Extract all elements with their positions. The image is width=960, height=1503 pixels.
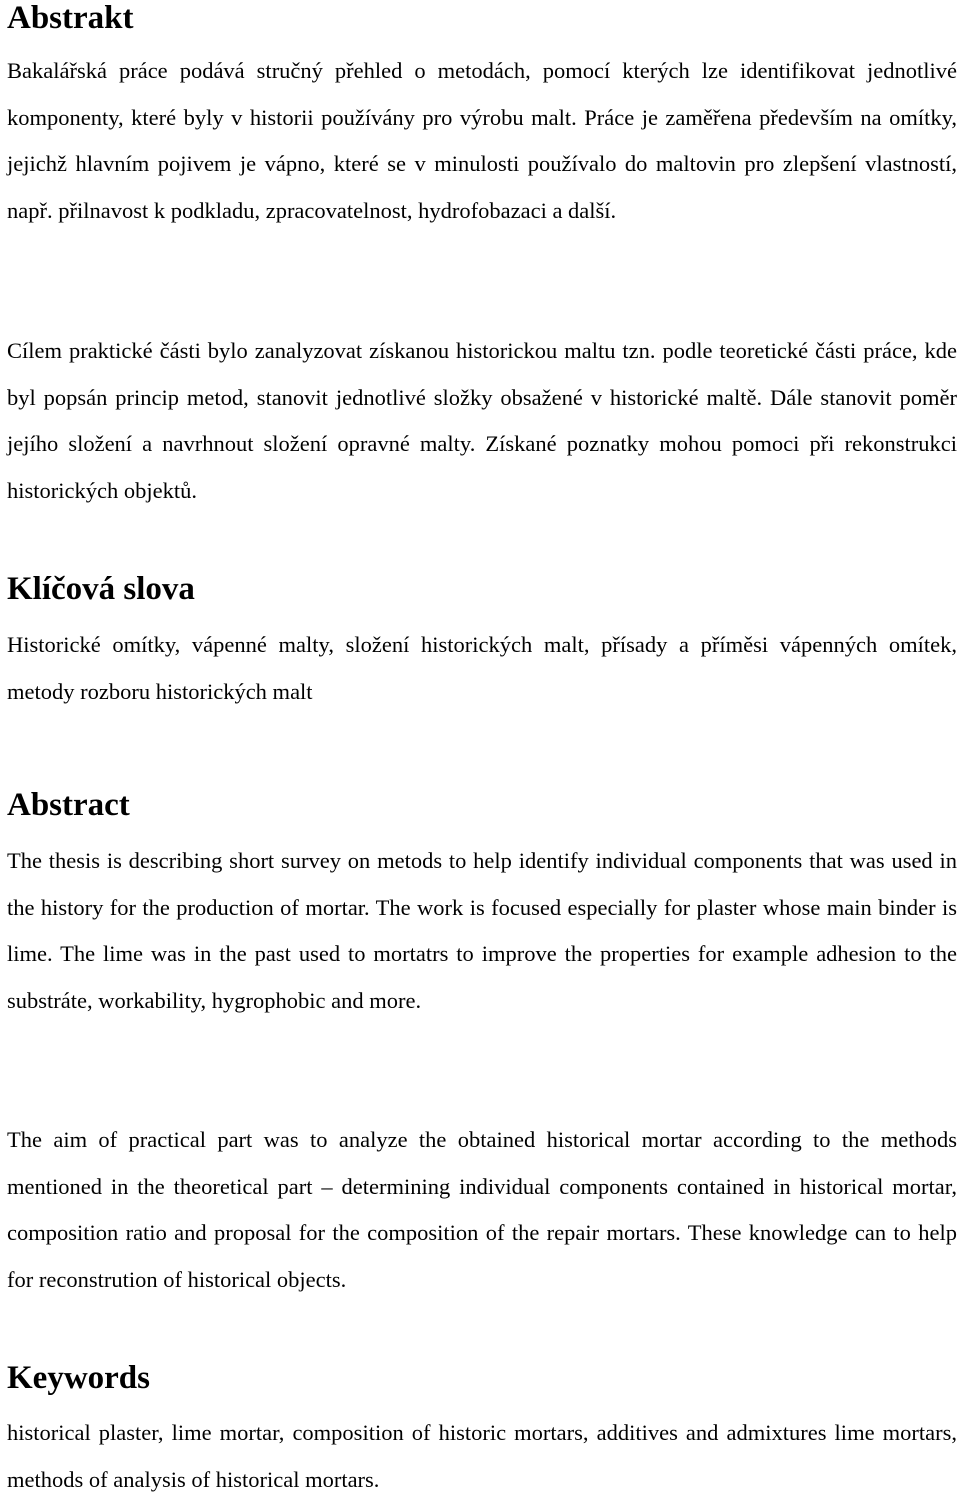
abstract-paragraph-2: The aim of practical part was to analyze the obtained historical mortar according to the methods mentioned in the theoretical part – determining individual components contained in historical mortar, composition ratio and proposal for the composition of the repair mortars. These knowledge can to help for reconstrution of historical objects. — [7, 1127, 957, 1292]
abstrakt-paragraph-1: Bakalářská práce podává stručný přehled o metodách, pomocí kterých lze identifikovat jednotlivé komponenty, které byly v historii používány pro výrobu malt. Práce je zaměřena především na omítky, jejichž hlavním pojivem je vápno, které se v minulosti používalo do maltovin pro zlepšení vlastností, např. přilnavost k podkladu, zpracovatelnost, hydrofobazaci a další. — [7, 58, 957, 223]
heading-abstrakt: Abstrakt — [7, 0, 134, 36]
abstract-paragraph-1: The thesis is describing short survey on metods to help identify individual components that was used in the history for the production of mortar. The work is focused especially for plaster whose main binder is lime. The lime was in the past used to mortatrs to improve the properties for example adhesion to the substráte, workability, hygrophobic and more. — [7, 848, 957, 1013]
heading-keywords: Keywords — [7, 1360, 150, 1396]
abstrakt-paragraph-2: Cílem praktické části bylo zanalyzovat získanou historickou maltu tzn. podle teoretické části práce, kde byl popsán princip metod, stanovit jednotlivé složky obsažené v historické maltě. Dále stanovit poměr jejího složení a navrhnout složení opravné malty. Získané poznatky mohou pomoci při rekonstrukci historických objektů. — [7, 338, 957, 503]
klicova-slova-text: Historické omítky, vápenné malty, složení historických malt, přísady a příměsi vápenných omítek, metody rozboru historických malt — [7, 632, 957, 704]
heading-klicova-slova: Klíčová slova — [7, 571, 195, 607]
heading-abstract: Abstract — [7, 787, 130, 823]
keywords-text: historical plaster, lime mortar, composition of historic mortars, additives and admixtures lime mortars, methods of analysis of historical mortars. — [7, 1420, 957, 1492]
